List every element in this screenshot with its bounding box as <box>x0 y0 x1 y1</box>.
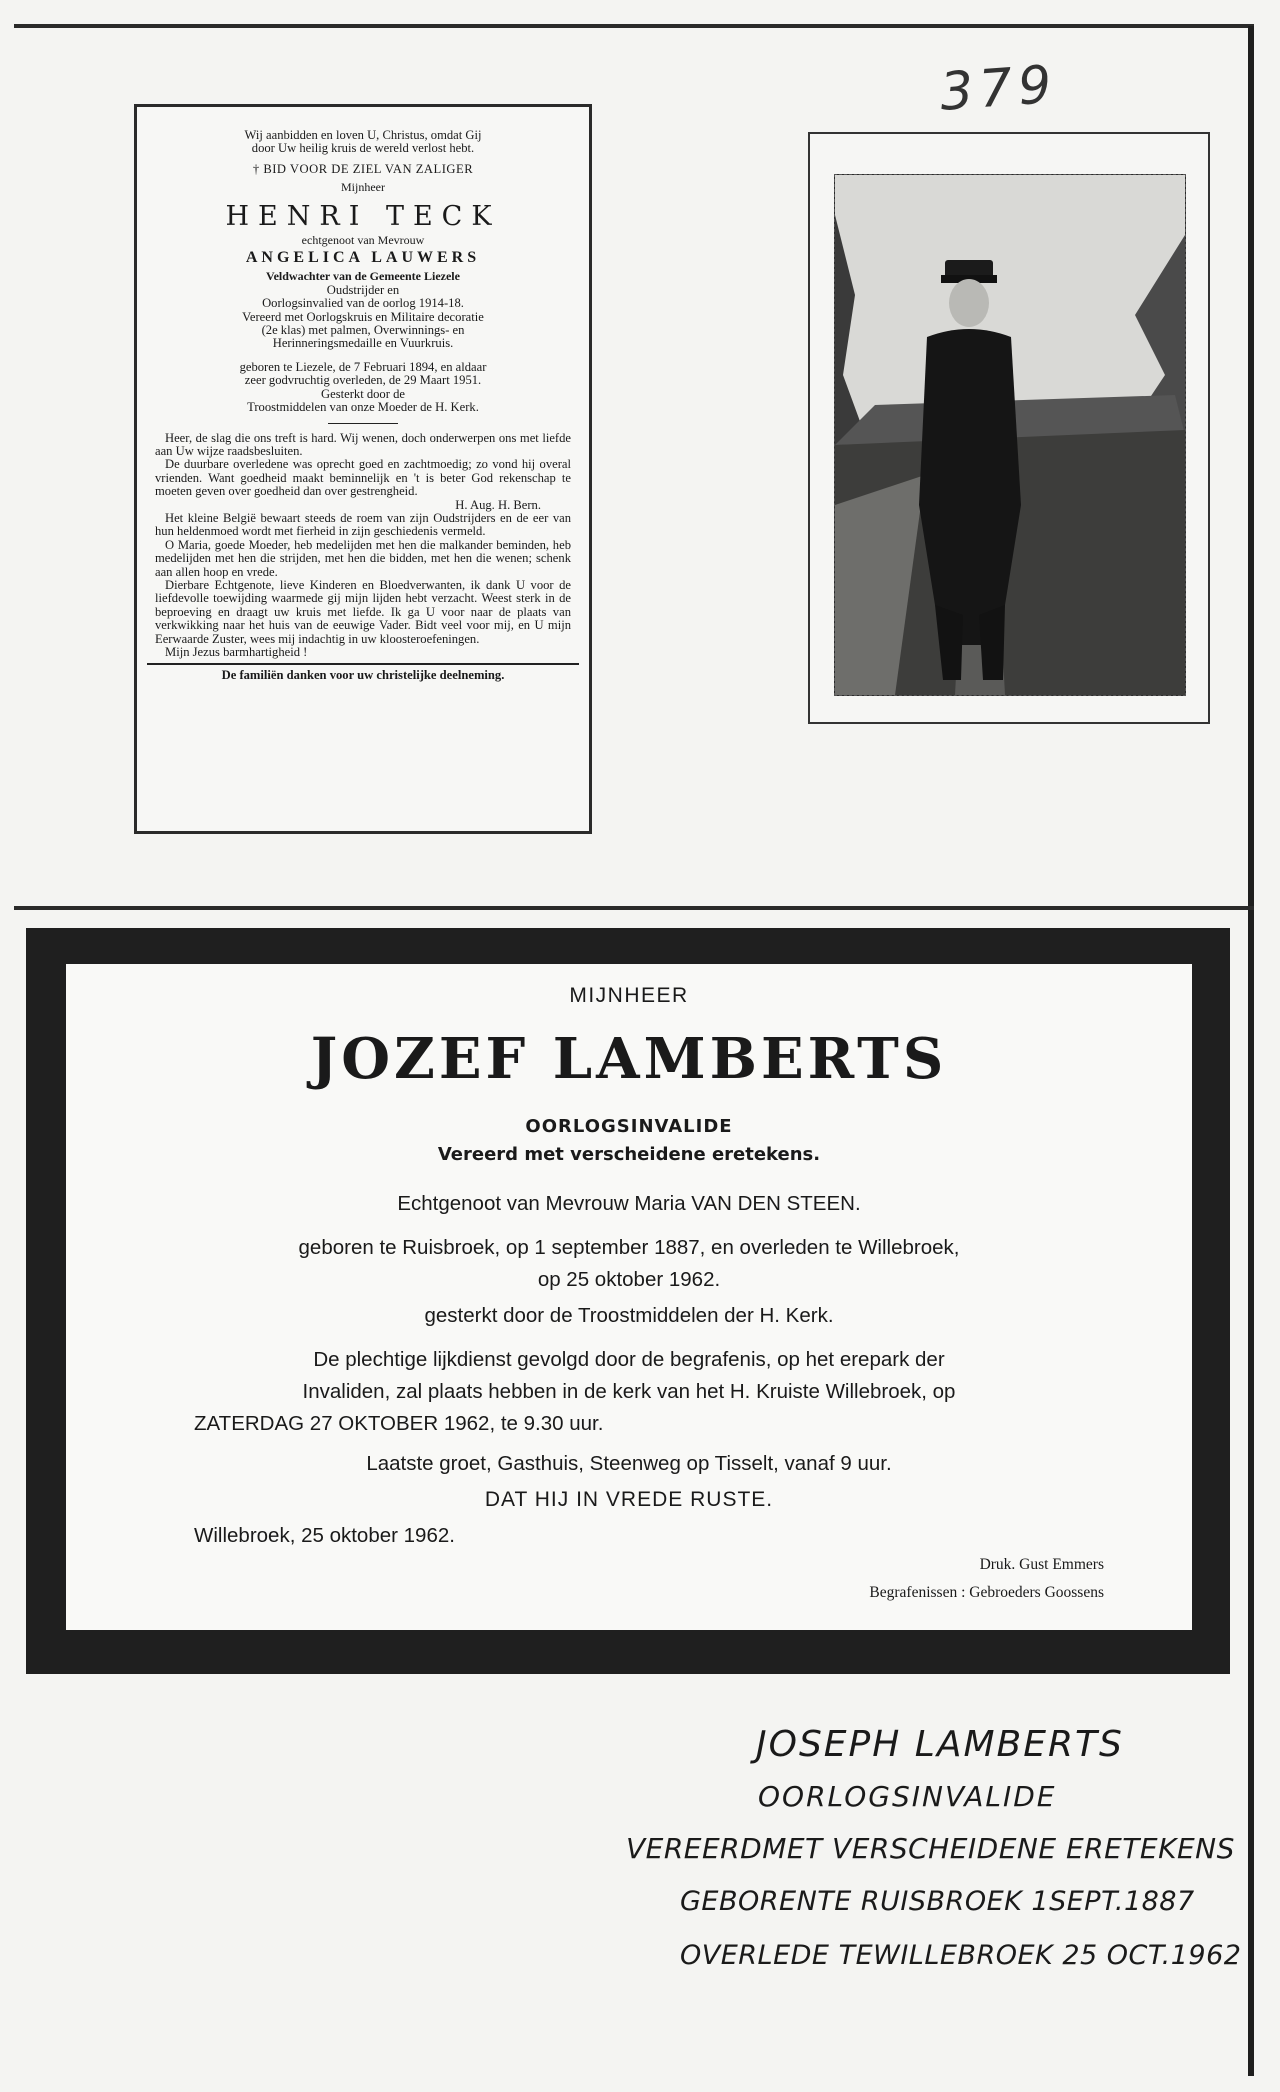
last-greeting-line: Laatste groet, Gasthuis, Steenweg op Tisselt, vanaf 9 uur. <box>366 1452 892 1475</box>
deceased-name: HENRI TECK <box>225 200 501 232</box>
title-line: Vereerd met Oorlogskruis en Militaire decoratie <box>242 309 484 324</box>
card-footer: De familiën danken voor uw christelijke deelneming. <box>221 668 505 683</box>
prayer-line: door Uw heilig kruis de wereld verlost hebt. <box>251 141 475 156</box>
title-line: Vereerd met verscheidene eretekens. <box>437 1144 821 1165</box>
memorial-card-henri-teck <box>134 104 592 834</box>
portrait-photo <box>834 174 1186 696</box>
prayer-paragraph: Het kleine België bewaart steeds de roem van zijn Oudstrijders en de eer van hun heldenmoed wordt met fierheid in zijn geschiedenis vermeld. <box>155 510 571 539</box>
prayer-paragraph: O Maria, goede Moeder, heb medelijden met hen die malkander beminden, heb medelijden met hen die strijden, met hen die bidden, met hen die wenen; schenk aan allen hoop en vrede. <box>155 537 571 579</box>
rest-in-peace-line: DAT HIJ IN VREDE RUSTE. <box>484 1488 774 1511</box>
note-line: JOSEPH LAMBERTS <box>756 1724 1124 1765</box>
prayer-line: Wij aanbidden en loven U, Christus, omdat Gij <box>244 128 482 142</box>
opening-prayer <box>155 129 571 156</box>
notice-heading: MIJNHEER <box>569 984 689 1007</box>
honorific: Mijnheer <box>341 180 385 195</box>
death-date-line: op 25 oktober 1962. <box>537 1268 721 1291</box>
printer-line: Druk. Gust Emmers <box>979 1556 1104 1573</box>
prayer-paragraph: Heer, de slag die ons treft is hard. Wij wenen, doch onderwerpen ons met liefde aan Uw wijze raadsbesluiten. <box>155 430 571 458</box>
divider <box>328 423 398 424</box>
page-frame-top <box>14 24 1254 28</box>
note-line: VEREERDMET VERSCHEIDENE ERETEKENS <box>626 1832 1235 1865</box>
spouse-label: echtgenoot van Mevrouw <box>301 232 425 247</box>
death-notice-jozef-lamberts <box>66 964 1192 1630</box>
birth-line: Gesterkt door de <box>321 386 405 401</box>
footer-divider <box>147 663 579 665</box>
prayer-paragraph: Dierbare Echtgenote, lieve Kinderen en Bloedverwanten, ik dank U voor de liefdevolle toewijding waarmede gij mijn lijden hebt verzacht. Weest sterk in de beproeving en draagt uw kruis met liefde. Ik ga U voor naar de plaats van verkwikking naar het huis van de eeuwige Vader. Bidt veel voor mij, en U mijn Eerwaarde Zuster, wees mij indachtig in uw kloosteroefeningen. <box>155 577 571 646</box>
spouse-line: Echtgenoot van Mevrouw Maria VAN DEN STEEN. <box>397 1192 861 1215</box>
sacrament-line: gesterkt door de Troostmiddelen der H. Kerk. <box>424 1304 834 1327</box>
undertaker-line: Begrafenissen : Gebroeders Goossens <box>869 1584 1104 1601</box>
birth-death-line: geboren te Ruisbroek, op 1 september 1887, en overleden te Willebroek, <box>298 1236 960 1259</box>
prayer-paragraph: Mijn Jezus barmhartigheid ! <box>165 645 308 659</box>
page-frame-right <box>1248 26 1254 2076</box>
title-line: (2e klas) met palmen, Overwinnings- en <box>261 323 465 338</box>
funeral-line: Invaliden, zal plaats hebben in de kerk van het H. Kruiste Willebroek, op <box>302 1380 956 1403</box>
title-line: Herinneringsmedaille en Vuurkruis. <box>272 336 454 351</box>
section-divider <box>14 906 1254 910</box>
title-line: Oorlogsinvalied van de oorlog 1914-18. <box>262 296 464 311</box>
note-line: GEBORENTE RUISBROEK 1SEPT.1887 <box>680 1886 1195 1917</box>
deceased-name: JOZEF LAMBERTS <box>310 1026 948 1092</box>
title-line: Veldwachter van de Gemeente Liezele <box>266 269 460 284</box>
funeral-date-line: ZATERDAG 27 OKTOBER 1962, te 9.30 uur. <box>194 1412 604 1435</box>
birth-line: geboren te Liezele, de 7 Februari 1894, en aldaar <box>239 359 487 374</box>
funeral-line: De plechtige lijkdienst gevolgd door de begrafenis, op het erepark der <box>313 1348 945 1371</box>
birth-line: Troostmiddelen van onze Moeder de H. Kerk. <box>247 400 479 415</box>
place-date-line: Willebroek, 25 oktober 1962. <box>194 1524 455 1547</box>
note-line: OVERLEDE TEWILLEBROEK 25 OCT.1962 <box>680 1940 1242 1971</box>
portrait-photo-graphic <box>835 175 1185 695</box>
note-line: OORLOGSINVALIDE <box>758 1780 1057 1813</box>
photo-mount <box>808 132 1210 724</box>
prayer-signature: H. Aug. H. Bern. <box>455 497 541 512</box>
spouse-name: ANGELICA LAUWERS <box>245 249 481 267</box>
title-line: OORLOGSINVALIDE <box>525 1116 733 1137</box>
page-number: 379 <box>938 54 1060 123</box>
birth-line: zeer godvruchtig overleden, de 29 Maart 1951. <box>244 373 482 388</box>
cross-line: † BID VOOR DE ZIEL VAN ZALIGER <box>252 161 474 176</box>
title-line: Oudstrijder en <box>326 282 400 297</box>
prayer-paragraph: De duurbare overledene was oprecht goed en zachtmoedig; zo vond hij overal vrienden. Want goedheid maakt beminnelijk en 't is beter God rekenschap te moeten geven over goedheid dan over gestrengheid. <box>155 457 571 499</box>
